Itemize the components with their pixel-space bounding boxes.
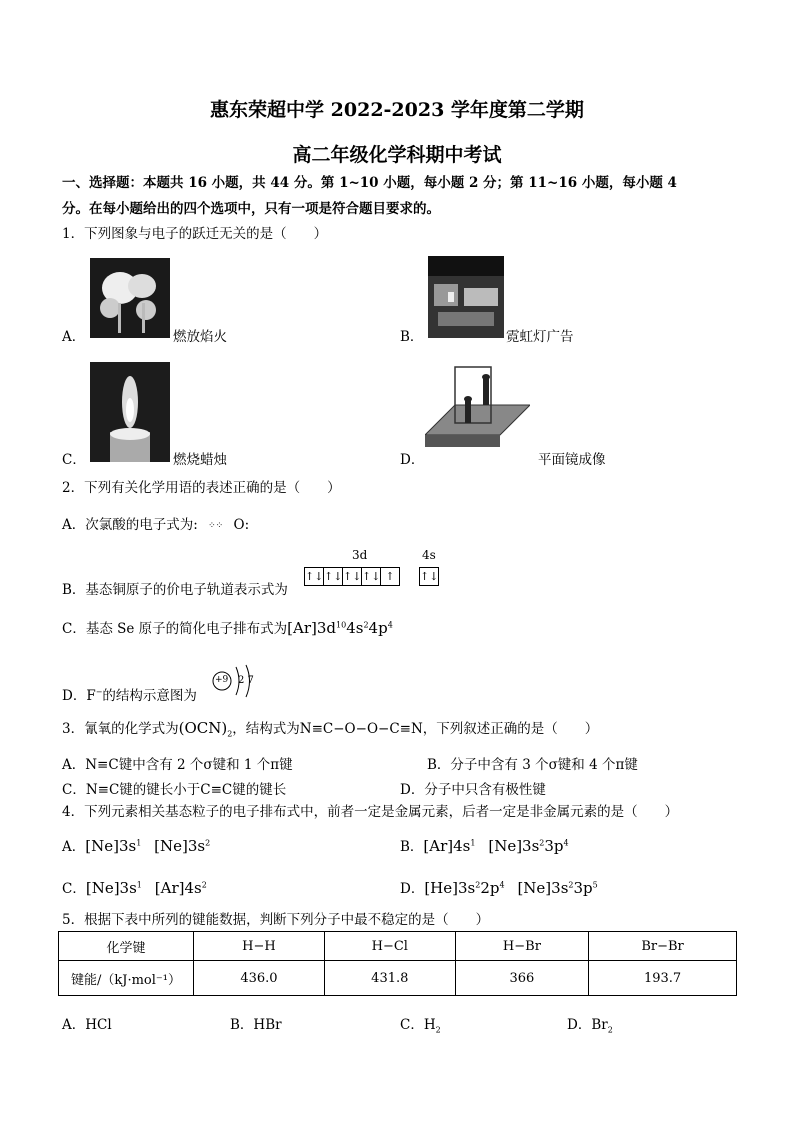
fluoride-structure-diagram xyxy=(210,663,270,699)
q1-option-d-label: 平面镜成像 xyxy=(538,452,606,468)
q1-option-c-label: 燃烧蜡烛 xyxy=(173,452,227,468)
orbital-3d-2: ↑↓ xyxy=(323,567,343,586)
orbital-3d-1: ↑↓ xyxy=(304,567,324,586)
table-header-cell: H−Cl xyxy=(324,932,455,961)
orbital-3d-4: ↑↓ xyxy=(361,567,381,586)
table-header-cell: Br−Br xyxy=(589,932,737,961)
q1-option-d-letter: D． xyxy=(400,452,425,468)
q1-option-c-letter: C． xyxy=(62,452,86,468)
mirror-image xyxy=(425,365,530,457)
q5-option-d: D．$Br_2$ xyxy=(567,1017,613,1035)
table-cell: 193.7 xyxy=(589,961,737,996)
q5-option-d-text: D．Br xyxy=(567,1017,608,1033)
neon-icon xyxy=(428,256,504,338)
q2-option-c-config: [Ar]3d xyxy=(287,619,337,637)
q2-stem: 2．下列有关化学用语的表述正确的是（ ） xyxy=(62,480,341,496)
q2-option-a-text: A．次氯酸的电子式为: xyxy=(62,517,198,533)
q5-option-c: C．$H_2$ xyxy=(400,1017,441,1035)
q3-structure: N≡C−O−O−C≡N xyxy=(299,721,423,737)
neon-sign-image xyxy=(428,256,504,338)
q4-option-b-letter: B． xyxy=(400,839,424,855)
q2-option-d-rest: 的结构示意图为 xyxy=(102,688,197,704)
q2-option-d: D．F−的结构示意图为 xyxy=(62,687,197,704)
table-cell: 436.0 xyxy=(194,961,325,996)
orbital-3d-3: ↑↓ xyxy=(342,567,362,586)
q3-option-b: B．分子中含有 3 个σ键和 4 个π键 xyxy=(427,757,638,773)
q4-option-d: D．$[He]3s^22p^4$ $[Ne]3s^23p^5$ xyxy=(400,879,598,897)
q2-option-b-text: B．基态铜原子的价电子轨道表示式为 xyxy=(62,582,288,598)
fireworks-image xyxy=(90,258,170,338)
q3-stem-mid: ，结构式为 xyxy=(232,721,300,737)
q3-option-d: D．分子中只含有极性键 xyxy=(400,782,546,798)
table-header-cell: H−H xyxy=(194,932,325,961)
q5-option-a: A．HCl xyxy=(62,1017,112,1033)
q4-stem: 4．下列元素相关基态粒子的电子排布式中，前者一定是金属元素，后者一定是非金属元素的是（ ） xyxy=(62,804,679,820)
table-header-row xyxy=(59,932,737,961)
q4-option-c: C．$[Ne]3s^1$ $[Ar]4s^2$ xyxy=(62,879,207,897)
q2-option-a-formula: O: xyxy=(233,517,250,533)
table-cell: 431.8 xyxy=(324,961,455,996)
orbital-label-3d: 3d xyxy=(352,548,368,562)
table-header-cell: H−Br xyxy=(455,932,588,961)
q4-option-b: B．$[Ar]4s^1$ $[Ne]3s^23p^4$ xyxy=(400,837,569,855)
bond-energy-table xyxy=(58,931,737,996)
q4-option-d-letter: D． xyxy=(400,881,425,897)
q3-stem-pre: 3．氰氧的化学式为 xyxy=(62,721,179,737)
candle-image xyxy=(90,362,170,462)
exam-title-line1: 惠东荣超中学 2022-2023 学年度第二学期 xyxy=(210,99,584,121)
q1-option-b-label: 霓虹灯广告 xyxy=(506,329,574,345)
q4-option-c-letter: C． xyxy=(62,881,86,897)
q3-stem-post: ，下列叙述正确的是（ ） xyxy=(422,721,599,737)
candle-icon xyxy=(90,362,170,462)
orbital-4s-1: ↑↓ xyxy=(419,567,439,586)
q3-option-c: C．N≡C键的键长小于C≡C键的键长 xyxy=(62,782,287,798)
orbital-box-4s xyxy=(420,567,439,586)
q2-option-d-text: D．F xyxy=(62,688,96,704)
table-header-cell: 化学键 xyxy=(59,932,194,961)
q1-stem: 1．下列图象与电子的跃迁无关的是（ ） xyxy=(62,226,328,242)
fireworks-icon xyxy=(90,258,170,338)
q5-option-c-text: C．H xyxy=(400,1017,436,1033)
q5-option-b: B．HBr xyxy=(230,1017,282,1033)
orbital-3d-5: ↑ xyxy=(380,567,400,586)
section-line1: 一、选择题：本题共 16 小题，共 44 分。第 1~10 小题，每小题 2 分；第 11~16 小题，每小题 4 xyxy=(62,175,677,191)
table-row xyxy=(59,961,737,996)
section-line2: 分。在每小题给出的四个选项中，只有一项是符合题目要求的。 xyxy=(62,201,440,217)
q2-option-a xyxy=(62,513,249,533)
q5-stem: 5．根据下表中所列的键能数据，判断下列分子中最不稳定的是（ ） xyxy=(62,912,490,928)
q3-formula: (OCN) xyxy=(178,719,228,737)
nucleus-charge: +9 xyxy=(215,675,229,685)
q3-option-a: A．N≡C键中含有 2 个σ键和 1 个π键 xyxy=(62,757,293,773)
exam-title-line2: 高二年级化学科期中考试 xyxy=(292,144,502,166)
orbital-box-3d xyxy=(305,567,400,586)
orbital-label-4s: 4s xyxy=(422,548,436,562)
electron-shells: 2 7 xyxy=(238,675,254,686)
q1-option-a-label: 燃放焰火 xyxy=(173,329,227,345)
q1-option-a-letter: A． xyxy=(62,329,86,345)
q4-option-a-letter: A． xyxy=(62,839,86,855)
section-instructions xyxy=(62,170,742,222)
q2-option-c: C．基态 Se 原子的简化电子排布式为$[Ar]3d^{10}4s^24p^4$ xyxy=(62,619,393,637)
row-label-cell: 键能/（kJ·mol⁻¹） xyxy=(59,961,194,996)
mirror-icon xyxy=(425,365,530,457)
q3-stem: 3．氰氧的化学式为$(OCN)_2$，结构式为N≡C−O−O−C≡N，下列叙述正确的是（ ） xyxy=(62,719,599,739)
q2-option-c-text: C．基态 Se 原子的简化电子排布式为 xyxy=(62,621,288,637)
q1-option-b-letter: B． xyxy=(400,329,424,345)
electron-dots-icon: ⁘⁘ xyxy=(208,520,224,531)
q4-option-a: A．$[Ne]3s^1$ $[Ne]3s^2$ xyxy=(62,837,211,855)
table-cell: 366 xyxy=(455,961,588,996)
